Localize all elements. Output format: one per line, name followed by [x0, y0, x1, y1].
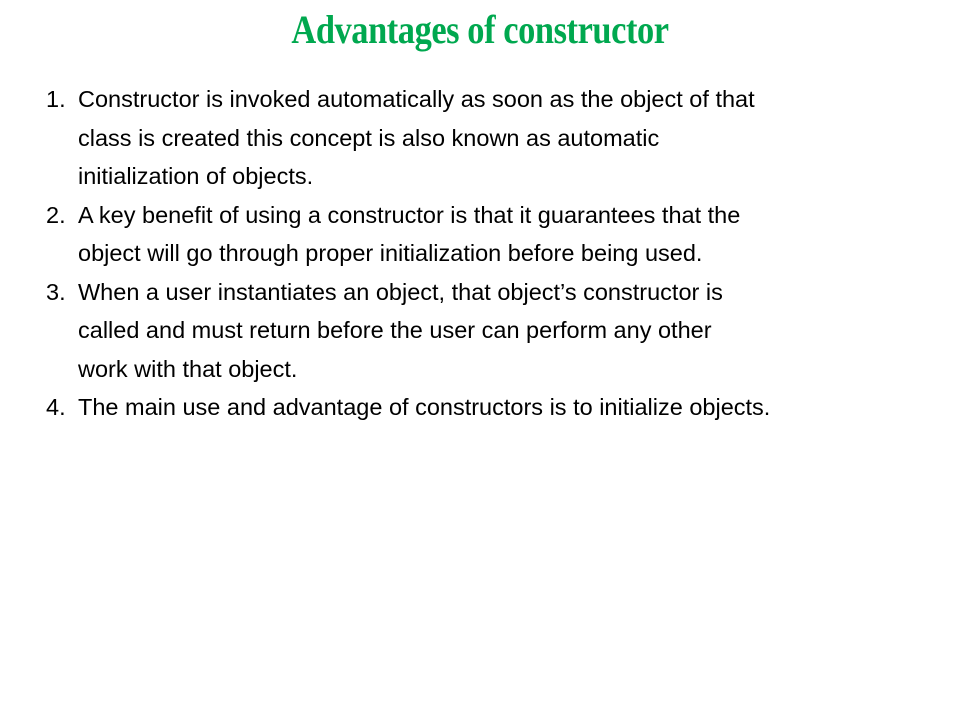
list-item-text: A key benefit of using a constructor is that it guarantees that the object will go through proper initialization before being used.	[78, 201, 741, 266]
list-item-text: When a user instantiates an object, that object’s constructor is called and must return before the user can perform any other work with that object.	[78, 278, 723, 382]
list-item	[46, 196, 946, 273]
list-item-text: The main use and advantage of constructors is to initialize objects.	[78, 394, 771, 420]
list-item	[46, 273, 946, 389]
list-item-text: Constructor is invoked automatically as soon as the object of that class is created this concept is also known as automatic initialization of objects.	[78, 86, 755, 189]
list-item	[46, 80, 946, 196]
slide-title: Advantages of constructor	[291, 7, 669, 52]
advantages-list	[46, 80, 946, 427]
list-item-number: 3.	[46, 278, 66, 305]
list-item-number: 2.	[46, 201, 66, 228]
list-item-number: 4.	[46, 394, 66, 420]
list-item	[46, 388, 946, 427]
list-item-number: 1.	[46, 86, 66, 112]
